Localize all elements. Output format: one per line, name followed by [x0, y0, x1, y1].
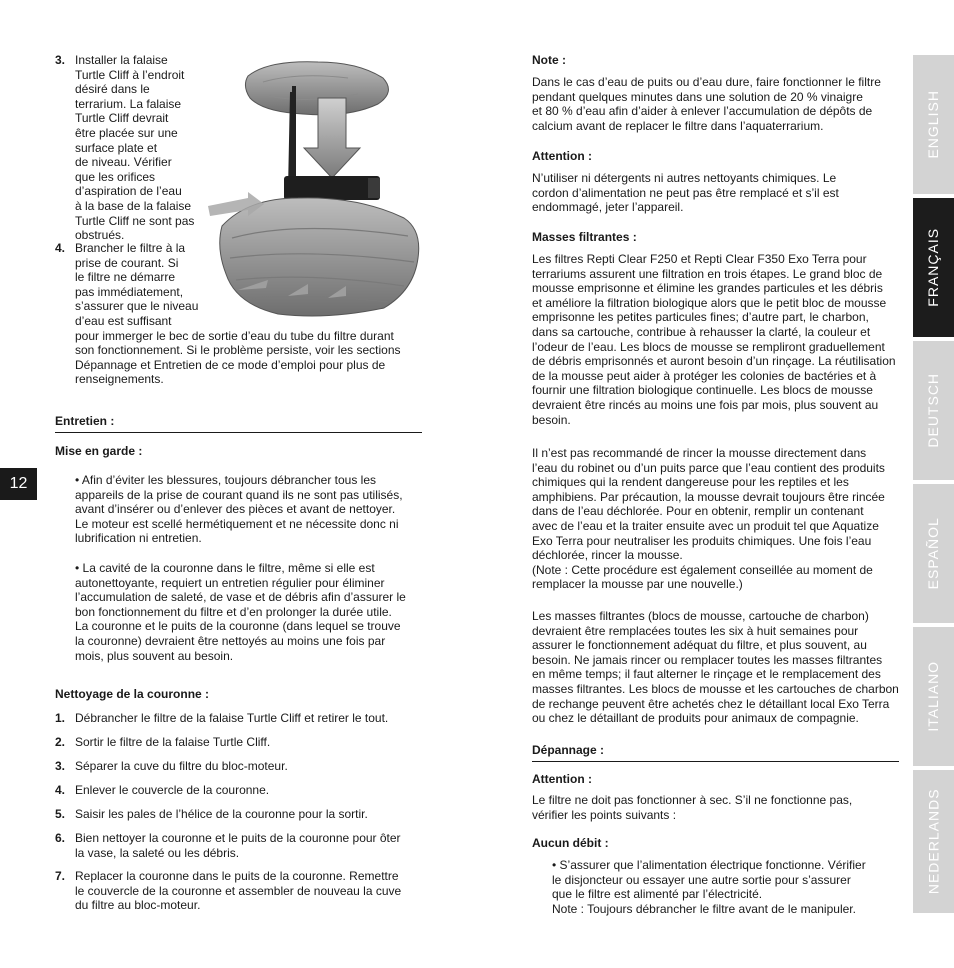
warning-bullet-2 [75, 561, 425, 663]
text-line: surface plate et [75, 140, 158, 155]
attention-2-heading: Attention : [532, 772, 592, 786]
step-number: 4. [55, 783, 66, 797]
attention-2-paragraph [532, 793, 902, 822]
text-line: terrarium. La falaise [75, 96, 182, 111]
text-line: assurer le fonctionnement adéquat du filtre, et plus souvent, au [532, 638, 867, 653]
text-line: besoin. Ne jamais rincer ou remplacer toutes les masses filtrantes [532, 652, 883, 667]
aucun-debit-heading: Aucun débit : [532, 836, 609, 850]
text-line: dans de l’eau déchlorée. Pour en obtenir, remplir un contenant [532, 504, 864, 519]
text-line: Exo Terra pour neutraliser les produits chimiques. Une fois l’eau [532, 533, 872, 548]
text-line: pour immerger le bec de sortie d’eau du tube du filtre durant [75, 328, 394, 343]
text-line: son fonctionnement. Si le problème persiste, voir les sections [75, 343, 401, 358]
text-line: le couvercle de la couronne et assembler de nouveau la cuve [75, 883, 402, 898]
text-line: Note : Toujours débrancher le filtre avant de le manipuler. [552, 901, 856, 916]
step-4-number: 4. [55, 241, 66, 255]
text-line: mousse emprisonne et élimine les grandes particules et les débris [532, 281, 883, 296]
text-line: déchlorée, rincer la mousse. [532, 548, 683, 563]
tab-label: ENGLISH [925, 90, 942, 159]
attention-paragraph [532, 171, 902, 215]
text-line: Bien nettoyer la couronne et le puits de la couronne pour ôter [75, 831, 401, 845]
text-line: en même temps; il faut alterner le rinçage et le remplacement des [532, 667, 881, 682]
tab-label: ITALIANO [925, 661, 942, 732]
text-line: renseignements. [75, 372, 164, 387]
text-line: l’accumulation de saleté, de vase et de débris afin d’assurer le [75, 590, 406, 605]
text-line: la couronne) devraient être nettoyés au moins une fois par [75, 633, 386, 648]
text-line: Replacer la couronne dans le puits de la couronne. Remettre [75, 869, 399, 883]
text-line: Turtle Cliff ne sont pas [75, 213, 195, 228]
text-line: de rechange peuvent être achetés chez le détaillant local Exo Terra [532, 696, 890, 711]
text-line: s’assurer que le niveau [75, 299, 199, 314]
note-paragraph [532, 75, 902, 133]
tab-francais[interactable] [913, 198, 954, 337]
depannage-heading: Dépannage : [532, 743, 605, 757]
step-number: 2. [55, 735, 66, 749]
text-line: d’eau est suffisant [75, 313, 172, 328]
text-line: de la mousse peut aider à protéger les colonies de bactéries et à [532, 368, 877, 383]
tab-nederlands[interactable] [913, 770, 954, 913]
text-line: du filtre au bloc-moteur. [75, 898, 201, 913]
text-line: Sortir le filtre de la falaise Turtle Cliff. [75, 735, 271, 749]
tab-label: ESPAÑOL [925, 517, 942, 590]
text-line: mois, plus souvent au besoin. [75, 648, 234, 663]
step-3 [55, 53, 215, 243]
step-number: 3. [55, 759, 66, 773]
turtle-cliff-filter-illustration [208, 58, 426, 320]
text-line: de débris emprisonnés et auront besoin d’un rinçage. La réutilisation [532, 354, 896, 369]
text-line: Brancher le filtre à la [75, 241, 186, 255]
masses-paragraph-1 [532, 252, 902, 427]
text-line: Le moteur est scellé hermétiquement et ne nécessite donc ni [75, 516, 399, 531]
text-line: Installer la falaise [75, 53, 168, 67]
tab-label: DEUTSCH [925, 373, 942, 448]
text-line: Les filtres Repti Clear F250 et Repti Clear F350 Exo Terra pour [532, 252, 867, 266]
text-line: Enlever le couvercle de la couronne. [75, 783, 270, 797]
text-line: endommagé, jeter l’appareil. [532, 200, 684, 215]
text-line: que le filtre est alimenté par l’électricité. [552, 887, 763, 902]
mise-en-garde-heading: Mise en garde : [55, 444, 143, 458]
masses-paragraph-3 [532, 609, 902, 726]
text-line: Dépannage et Entretien de ce mode d’emploi pour plus de [75, 357, 386, 372]
tab-deutsch[interactable] [913, 341, 954, 480]
tab-italiano[interactable] [913, 627, 954, 766]
text-line: de niveau. Vérifier [75, 155, 172, 170]
text-line: cordon d’alimentation ne peut pas être remplacé et s’il est [532, 185, 839, 200]
nettoyage-heading: Nettoyage de la couronne : [55, 687, 210, 701]
warning-bullet-1 [75, 473, 425, 546]
masses-filtrantes-heading: Masses filtrantes : [532, 230, 637, 244]
step-number: 7. [55, 869, 66, 883]
text-line: ou chez le détaillant de produits pour animaux de compagnie. [532, 711, 859, 726]
divider [532, 761, 899, 762]
text-line: pendant quelques minutes dans une solution de 20 % vinaigre [532, 89, 863, 104]
text-line: Les masses filtrantes (blocs de mousse, cartouche de charbon) [532, 609, 869, 623]
text-line: appareils de la prise de courant quand ils ne sont pas utilisés, [75, 487, 403, 502]
text-line: N’utiliser ni détergents ni autres nettoyants chimiques. Le [532, 171, 837, 185]
text-line: Turtle Cliff à l’endroit [75, 67, 185, 82]
text-line: autonettoyante, requiert un entretien régulier pour éliminer [75, 575, 385, 590]
text-line: obstrués. [75, 228, 125, 243]
text-line: Saisir les pales de l’hélice de la couronne pour la sortir. [75, 807, 368, 821]
text-line: • S’assurer que l’alimentation électrique fonctionne. Vérifier [552, 858, 866, 872]
tab-espanol[interactable] [913, 484, 954, 623]
text-line: pas immédiatement, [75, 284, 184, 299]
text-line: La couronne et le puits de la couronne (dans lequel se trouve [75, 619, 401, 634]
divider [55, 432, 422, 433]
text-line: la vase, la saleté ou les débris. [75, 845, 240, 860]
text-line: Séparer la cuve du filtre du bloc-moteur. [75, 759, 288, 773]
text-line: avec de l’eau et la traiter ensuite avec un produit tel que Aquatize [532, 518, 879, 533]
text-line: à la base de la falaise [75, 198, 192, 213]
step-number: 1. [55, 711, 66, 725]
text-line: calcium avant de replacer le filtre dans l’aquaterrarium. [532, 118, 824, 133]
step-number: 6. [55, 831, 66, 845]
text-line: Le filtre ne doit pas fonctionner à sec. S’il ne fonctionne pas, [532, 793, 853, 807]
text-line: Turtle Cliff devrait [75, 111, 169, 126]
text-line: prise de courant. Si [75, 255, 179, 270]
step-3-number: 3. [55, 53, 66, 67]
text-line: chimiques qui la rendent dangereuse pour les reptiles et les [532, 475, 849, 490]
text-line: devraient être remplacées toutes les six à huit semaines pour [532, 623, 859, 638]
text-line: vérifier les points suivants : [532, 807, 677, 822]
page-number: 12 [0, 468, 37, 500]
text-line: l’odeur de l’eau. Les blocs de mousse se rempliront graduellement [532, 339, 885, 354]
text-line: • La cavité de la couronne dans le filtre, même si elle est [75, 561, 375, 575]
text-line: remplacer la mousse par une nouvelle.) [532, 577, 743, 592]
aucun-debit-bullet [552, 858, 904, 916]
text-line: le filtre ne démarre [75, 270, 176, 285]
tab-english[interactable] [913, 55, 954, 194]
text-line: besoin. [532, 412, 571, 427]
text-line: emprisonne les petites particules fines; d’autre part, le charbon, [532, 310, 869, 325]
text-line: l’eau du robinet ou d’un puits parce que l’eau contient des produits [532, 460, 885, 475]
text-line: le disjoncteur ou essayer une autre sortie pour s’assurer [552, 872, 851, 887]
text-line: terrariums assurent une filtration en trois étapes. Le grand bloc de [532, 266, 883, 281]
attention-heading: Attention : [532, 149, 592, 163]
text-line: lubrification ni entretien. [75, 531, 202, 546]
text-line: Il n’est pas recommandé de rincer la mousse directement dans [532, 446, 867, 460]
text-line: Dans le cas d’eau de puits ou d’eau dure, faire fonctionner le filtre [532, 75, 881, 89]
text-line: fournir une filtration biologique continuelle. Les blocs de mousse [532, 383, 873, 398]
text-line: désiré dans le [75, 82, 150, 97]
entretien-heading: Entretien : [55, 414, 115, 428]
text-line: masses filtrantes. Les blocs de mousse et les cartouches de charbon [532, 681, 899, 696]
text-line: avant d’insérer ou d’enlever des pièces et avant de nettoyer. [75, 502, 396, 517]
text-line: d’aspiration de l’eau [75, 184, 182, 199]
text-line: • Afin d’éviter les blessures, toujours débrancher tous les [75, 473, 377, 487]
text-line: dans sa cartouche, contribue à rehausser la clarté, la couleur et [532, 324, 871, 339]
text-line: que les orifices [75, 169, 156, 184]
text-line: Débrancher le filtre de la falaise Turtle Cliff et retirer le tout. [75, 711, 389, 725]
tab-label: FRANÇAIS [925, 228, 942, 307]
step-number: 5. [55, 807, 66, 821]
text-line: et 80 % d’eau afin d’aider à enlever l’accumulation de dépôts de [532, 104, 873, 119]
note-heading: Note : [532, 53, 566, 67]
text-line: bon fonctionnement du filtre et d’en prolonger la durée utile. [75, 604, 392, 619]
text-line: être placée sur une [75, 125, 178, 140]
masses-paragraph-2 [532, 446, 902, 592]
step-3-text [75, 53, 215, 243]
tab-label: NEDERLANDS [925, 788, 942, 895]
text-line: devraient être rincés au moins une fois par mois, plus souvent au [532, 397, 879, 412]
text-line: et améliore la filtration biologique alors que le petit bloc de mousse [532, 295, 887, 310]
text-line: amphibiens. Par précaution, la mousse devrait toujours être rincée [532, 489, 885, 504]
text-line: (Note : Cette procédure est également conseillée au moment de [532, 562, 873, 577]
